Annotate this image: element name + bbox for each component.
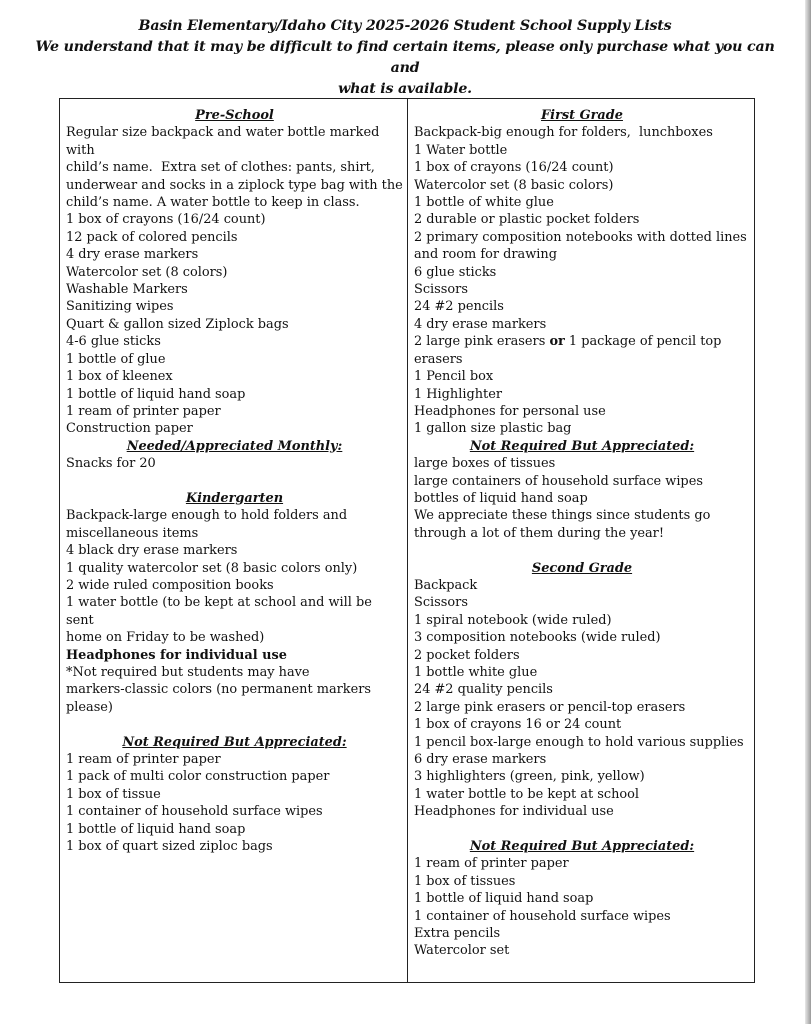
list-item: 1 water bottle (to be kept at school and will be sent <box>66 595 376 628</box>
kindergarten-appreciated-list <box>66 751 403 855</box>
kindergarten-list-b <box>66 664 403 716</box>
list-item: Backpack <box>414 577 478 593</box>
list-item: 1 box of tissues <box>414 873 516 889</box>
header-note-line-2: what is available. <box>338 81 472 97</box>
left-column <box>60 99 408 982</box>
list-item: 2 large pink erasers or pencil-top erasers <box>414 699 686 715</box>
list-item: Headphones for individual use <box>414 804 614 820</box>
list-item: 1 Highlighter <box>414 386 502 402</box>
list-item: 1 gallon size plastic bag <box>414 421 572 437</box>
document-header <box>30 16 780 100</box>
list-item: 1 box of kleenex <box>66 369 173 385</box>
list-item: child’s name. A water bottle to keep in class. <box>66 195 360 211</box>
list-item: Construction paper <box>66 421 193 437</box>
list-item: Headphones for personal use <box>414 403 606 419</box>
list-item: Regular size backpack and water bottle marked with <box>66 125 384 158</box>
list-item: 6 glue sticks <box>414 264 497 280</box>
list-item: 2 wide ruled composition books <box>66 577 274 593</box>
list-item: 1 bottle white glue <box>414 664 538 680</box>
list-item: 3 composition notebooks (wide ruled) <box>414 630 661 646</box>
list-item: 1 ream of printer paper <box>414 856 569 872</box>
second-grade-list <box>414 577 750 821</box>
supply-list-table <box>59 98 755 983</box>
list-item: 1 ream of printer paper <box>66 403 221 419</box>
list-item: 12 pack of colored pencils <box>66 229 238 245</box>
list-item: 24 #2 pencils <box>414 299 504 315</box>
first-grade-eraser-cont: erasers <box>414 351 463 367</box>
second-grade-heading: Second Grade <box>531 560 633 576</box>
first-grade-appreciated-list <box>414 455 750 542</box>
list-item: Backpack-large enough to hold folders and <box>66 508 348 524</box>
list-item: underwear and socks in a ziplock type bag with the <box>66 177 403 193</box>
first-grade-list-a <box>414 124 750 333</box>
second-grade-appreciated-heading: Not Required But Appreciated: <box>469 839 695 855</box>
page-edge-shadow <box>805 0 811 1024</box>
preschool-monthly-item: Snacks for 20 <box>66 456 156 472</box>
list-item: 1 water bottle to be kept at school <box>414 786 640 802</box>
list-item: 2 durable or plastic pocket folders <box>414 212 640 228</box>
list-item: Watercolor set <box>414 943 510 959</box>
list-item: 1 box of crayons (16/24 count) <box>414 160 614 176</box>
list-item: *Not required but students may have <box>66 664 310 680</box>
list-item: 4-6 glue sticks <box>66 334 161 350</box>
list-item: through a lot of them during the year! <box>414 525 665 541</box>
list-item: 24 #2 quality pencils <box>414 682 553 698</box>
list-item: 1 bottle of white glue <box>414 195 554 211</box>
kindergarten-headphones-line: Headphones for individual use <box>66 647 287 663</box>
list-item: 1 bottle of liquid hand soap <box>66 386 246 402</box>
kindergarten-list-a <box>66 507 403 646</box>
right-column <box>408 99 754 982</box>
list-item: Backpack-big enough for folders, lunchboxes <box>414 125 713 141</box>
list-item: and room for drawing <box>414 247 557 263</box>
list-item: 4 black dry erase markers <box>66 543 238 559</box>
list-item: 1 bottle of liquid hand soap <box>66 821 246 837</box>
list-item: 1 box of crayons 16 or 24 count <box>414 717 622 733</box>
list-item: 1 spiral notebook (wide ruled) <box>414 612 612 628</box>
list-item: large containers of household surface wipes <box>414 473 703 489</box>
list-item: 1 Pencil box <box>414 369 494 385</box>
first-grade-eraser-line: 2 large pink erasers or 1 package of pencil top <box>414 334 722 350</box>
list-item: 2 primary composition notebooks with dotted lines <box>414 229 747 245</box>
document-title: Basin Elementary/Idaho City 2025-2026 Student School Supply Lists <box>138 18 672 34</box>
kindergarten-appreciated-heading: Not Required But Appreciated: <box>122 734 347 750</box>
list-item: please) <box>66 699 113 715</box>
list-item: 1 container of household surface wipes <box>66 804 323 820</box>
list-item: 1 bottle of liquid hand soap <box>414 891 594 907</box>
first-grade-list-b <box>414 368 750 438</box>
list-item: We appreciate these things since students go <box>414 508 711 524</box>
list-item: 1 bottle of glue <box>66 351 166 367</box>
list-item: child’s name. Extra set of clothes: pants, shirt, <box>66 160 375 176</box>
list-item: 4 dry erase markers <box>66 247 199 263</box>
first-grade-heading: First Grade <box>541 108 623 123</box>
list-item: Scissors <box>414 595 468 611</box>
list-item: 1 pack of multi color construction paper <box>66 769 330 785</box>
list-item: 1 ream of printer paper <box>66 752 221 767</box>
first-grade-appreciated-heading: Not Required But Appreciated: <box>469 438 695 454</box>
list-item: 6 dry erase markers <box>414 752 547 768</box>
list-item: large boxes of tissues <box>414 456 556 472</box>
list-item: 1 Water bottle <box>414 142 508 158</box>
list-item: markers-classic colors (no permanent markers <box>66 682 372 698</box>
second-grade-appreciated-list <box>414 855 750 959</box>
list-item: home on Friday to be washed) <box>66 630 265 646</box>
list-item: Scissors <box>414 282 468 298</box>
list-item: Watercolor set (8 basic colors) <box>414 177 614 193</box>
list-item: 1 quality watercolor set (8 basic colors only) <box>66 560 358 576</box>
list-item: 2 pocket folders <box>414 647 520 663</box>
list-item: Extra pencils <box>414 926 501 942</box>
preschool-list <box>66 124 403 437</box>
kindergarten-heading: Kindergarten <box>185 490 284 506</box>
preschool-heading: Pre-School <box>195 108 274 123</box>
list-item: bottles of liquid hand soap <box>414 490 588 506</box>
list-item: 3 highlighters (green, pink, yellow) <box>414 769 645 785</box>
list-item: miscellaneous items <box>66 525 199 541</box>
preschool-monthly-heading: Needed/Appreciated Monthly: <box>126 438 343 454</box>
list-item: Quart & gallon sized Ziplock bags <box>66 316 289 332</box>
list-item: 1 container of household surface wipes <box>414 908 671 924</box>
list-item: Watercolor set (8 colors) <box>66 264 228 280</box>
list-item: 1 pencil box-large enough to hold various supplies <box>414 734 744 750</box>
list-item: Washable Markers <box>66 282 188 298</box>
list-item: 4 dry erase markers <box>414 316 547 332</box>
list-item: 1 box of quart sized ziploc bags <box>66 839 273 855</box>
list-item: 1 box of tissue <box>66 786 161 802</box>
list-item: 1 box of crayons (16/24 count) <box>66 212 266 228</box>
list-item: Sanitizing wipes <box>66 299 174 315</box>
header-note-line-1: We understand that it may be difficult to find certain items, please only purchase what you can and <box>35 39 775 76</box>
